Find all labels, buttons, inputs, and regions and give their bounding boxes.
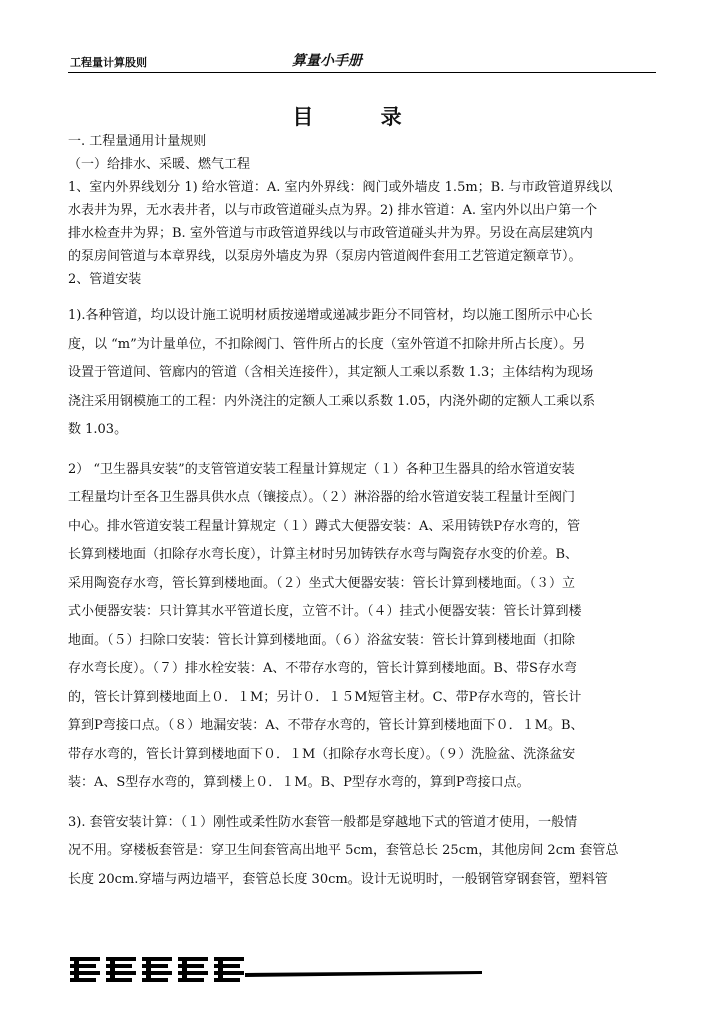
text-line: 浇注采用钢模施工的工程：内外浇注的定额人工乘以系数 1.05，内浇外砌的定额人工乘以系	[68, 393, 596, 409]
header-rule	[68, 72, 656, 73]
text-line: 设置于管道间、管廊内的管道（含相关连接件），其定额人工乘以系数 1.3；主体结构为现场	[68, 365, 594, 380]
text-line: 的，管长计算到楼地面上０．１M；另计０．１５M短管主材。C、带P存水弯的，管长计	[68, 689, 582, 705]
footer-logo	[70, 955, 490, 985]
header-left-text: 工程量计算股则	[70, 56, 147, 69]
text-line: 采用陶瓷存水弯，管长算到楼地面。（２）坐式大便器安装：管长计算到楼地面。（３）立	[68, 575, 576, 591]
text-line: （一）给排水、采暖、燃气工程	[68, 157, 251, 172]
text-line: 2） “卫生器具安装”的支管管道安装工程量计算规定（１）各种卫生器具的给水管道安装	[68, 461, 575, 477]
text-line: 装：A、S型存水弯的，算到楼上０．１M。B、P型存水弯的，算到P弯接口点。	[68, 775, 530, 790]
text-line: 水表井为界，无水表井者，以与市政管道碰头点为界。2) 排水管道：A. 室内外以出户第一个	[68, 203, 598, 218]
footer-logo-block	[106, 957, 136, 982]
text-line: 度，以 “m”为计量单位，不扣除阀门、管件所占的长度（室外管道不扣除井所占长度）。另	[68, 336, 586, 352]
text-line: 地面。（５）扫除口安装：管长计算到楼地面。（６）浴盆安装：管长计算到楼地面（扣除	[68, 632, 576, 648]
text-line: 算到P弯接口点。（８）地漏安装：A、不带存水弯的，管长计算到楼地面下０．１M。B、	[68, 718, 584, 733]
text-line: 排水检查井为界；B. 室外管道与市政管道界线以与市政管道碰头井为界。另设在高层建筑内	[68, 226, 593, 241]
text-line: 1).各种管道，均以设计施工说明材质按递增或递减步距分不同管材，均以施工图所示中心长	[68, 308, 593, 323]
text-line: 中心。排水管道安装工程量计算规定（１）蹲式大便器安装：A、采用铸铁P存水弯的，管	[68, 518, 581, 534]
text-line: 1、室内外界线划分 1) 给水管道：A. 室内外界线：阀门或外墙皮 1.5m；B. 与市政管道界线以	[68, 180, 613, 195]
text-line: 长算到楼地面（扣除存水弯长度），计算主材时另加铸铁存水弯与陶瓷存水变的价差。B、	[68, 547, 579, 562]
text-line: 带存水弯的，管长计算到楼地面下０．１M（扣除存水弯长度）。（９）洗脸盆、洗涤盆安	[68, 746, 576, 762]
footer-logo-tail	[245, 971, 482, 977]
text-line: 式小便器安装：只计算其水平管道长度，立管不计。（４）挂式小便器安装：管长计算到楼	[68, 604, 582, 619]
header-center-text: 算量小手册	[292, 53, 362, 69]
page-title: 目 录	[292, 105, 432, 129]
document-body	[68, 130, 656, 894]
text-line: 2、管道安装	[68, 272, 142, 287]
text-line: 工程量均计至各卫生器具供水点（镶接点）。（２）淋浴器的给水管道安装工程量计至阀门	[68, 490, 576, 505]
text-line: 长度 20cm.穿墙与两边墙平，套管总长度 30cm。设计无说明时，一般钢管穿钢套管，塑料管	[68, 871, 608, 887]
footer-logo-block	[214, 957, 244, 982]
text-line: 一. 工程量通用计量规则	[68, 134, 207, 149]
footer-logo-block	[178, 957, 208, 982]
footer-logo-block	[70, 957, 100, 982]
text-line: 存水弯长度）。（７）排水栓安装：A、不带存水弯的，管长计算到楼地面。B、带S存水弯	[68, 661, 577, 676]
footer-logo-block	[142, 957, 172, 982]
text-line: 况不用。穿楼板套管是：穿卫生间套管高出地平 5cm，套管总长 25cm，其他房间 2cm 套管总	[68, 843, 619, 858]
text-line: 3). 套管安装计算：（１）刚性或柔性防水套管一般都是穿越地下式的管道才使用，一般情	[68, 814, 578, 830]
text-line: 数 1.03。	[68, 422, 128, 437]
text-line: 的泵房间管道与本章界线，以泵房外墙皮为界（泵房内管道阀件套用工艺管道定额章节）。	[68, 249, 582, 264]
